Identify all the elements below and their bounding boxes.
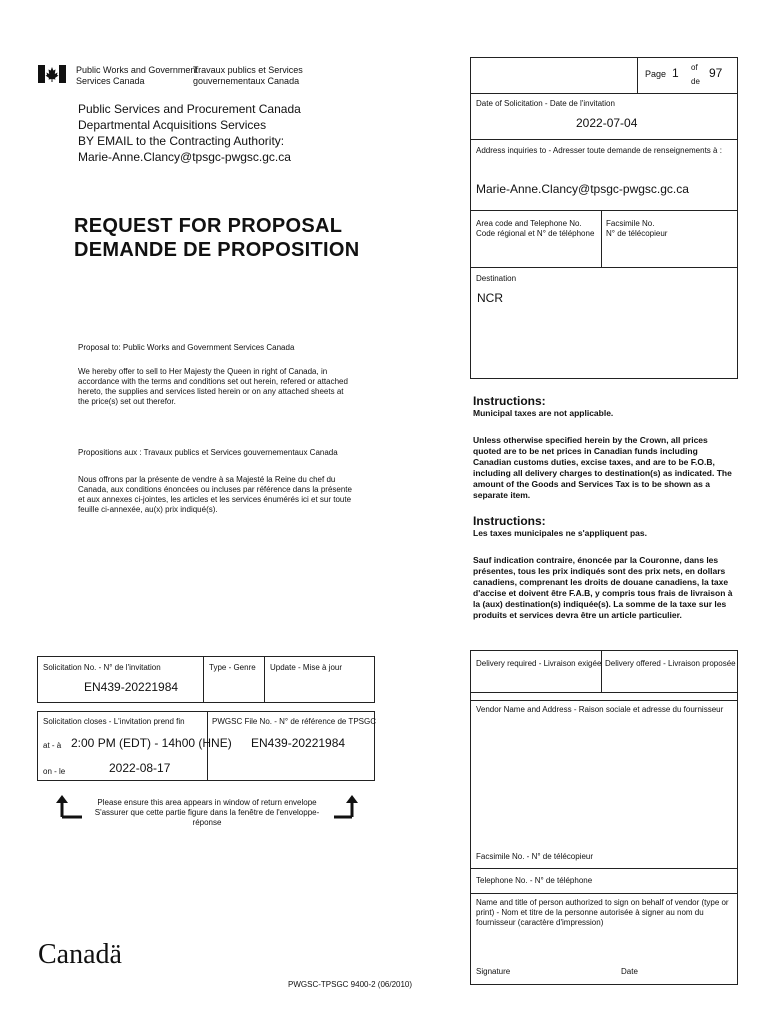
fax-label: Facsimile No. N° de télécopieur	[606, 219, 668, 238]
destination-label: Destination	[476, 274, 517, 283]
signature-label: Signature	[476, 967, 511, 976]
offer-text-en: We hereby offer to sell to Her Majesty the Queen in right of Canada, in accordance with the terms and conditions set out herein, refered or attached hereto, the supplies and services listed herein or on any attached sheets at the price(s) set out therefor.	[78, 367, 348, 406]
solicitation-date-value: 2022-07-04	[576, 116, 638, 130]
instructions-body-en: Unless otherwise specified herein by the Crown, all prices quoted are to be net prices in Canadian funds including Canadian customs duties, excise taxes, and are to be F.O.B, including all delivery charges to destination(s) as indicated. The amount of the Goods and Services Tax is to be shown as a separate item.	[473, 435, 732, 500]
type-label: Type - Genre	[209, 663, 256, 672]
instructions-line-fr: Les taxes municipales ne s'appliquent pas.	[473, 528, 647, 538]
file-no-label: PWGSC File No. - N° de référence de TPSGC	[212, 717, 376, 726]
dept-name-fr: Travaux publics et Services gouvernementaux Canada	[193, 65, 303, 86]
instructions-heading-en: Instructions:	[473, 394, 546, 408]
canada-wordmark: Canadä	[38, 939, 122, 970]
delivery-required-label: Delivery required - Livraison exigée	[476, 659, 602, 668]
solicitation-no-value: EN439-20221984	[84, 680, 179, 694]
inquiries-email: Marie-Anne.Clancy@tpsgc-pwgsc.gc.ca	[476, 182, 689, 196]
page-of-label: of	[691, 63, 698, 72]
proposal-to-en: Proposal to: Public Works and Government Services Canada	[78, 343, 295, 352]
on-label: on - le	[43, 767, 66, 776]
form-number: PWGSC-TPSGC 9400-2 (06/2010)	[288, 980, 413, 989]
closes-label: Solicitation closes - L'invitation prend fin	[43, 717, 185, 726]
delivery-offered-label: Delivery offered - Livraison proposée	[605, 659, 736, 668]
inquiries-label: Address inquiries to - Adresser toute demande de renseignements à :	[476, 146, 722, 155]
offer-text-fr: Nous offrons par la présente de vendre à sa Majesté la Reine du chef du Canada, aux conditions énoncées ou incluses par référence dans la présente et aux annexes ci-jointes, les articles et les services énumérés ici et sur toute feuille ci-annexée, au(x) prix indiqué(s).	[78, 475, 352, 514]
vendor-phone-label: Telephone No. - N° de téléphone	[476, 876, 593, 885]
vendor-name-label: Vendor Name and Address - Raison sociale et adresse du fournisseur	[476, 705, 724, 714]
page-number: 1	[672, 66, 679, 80]
solicitation-no-label: Solicitation No. - N° de l'invitation	[43, 663, 161, 672]
instructions-line-en: Municipal taxes are not applicable.	[473, 408, 614, 418]
solicitation-date-label: Date of Solicitation - Date de l'invitation	[476, 99, 615, 108]
closing-time: 2:00 PM (EDT) - 14h00 (HNE)	[71, 736, 232, 750]
page-label: Page	[645, 69, 667, 79]
corner-arrow-left-icon	[56, 793, 84, 819]
envelope-note: Please ensure this area appears in window of return envelope S'assurer que cette partie figure dans la fenêtre de l'enveloppe-réponse	[94, 798, 320, 827]
update-label: Update - Mise à jour	[270, 663, 343, 672]
page-title: REQUEST FOR PROPOSAL DEMANDE DE PROPOSITION	[74, 215, 360, 261]
authorized-person-label: Name and title of person authorized to sign on behalf of vendor (type or print) - Nom et titre de la personne autorisée à signer au nom du fournisseur (caractère d'impression)	[476, 898, 729, 927]
return-address: Public Services and Procurement Canada Departmental Acquisitions Services BY EMAIL to the Contracting Authority: Marie-Anne.Clancy@tpsgc-pwgsc.gc.ca	[78, 102, 301, 164]
instructions-body-fr: Sauf indication contraire, énoncée par la Couronne, dans les présentes, tous les prix indiqués sont des prix nets, en dollars canadiens, comprenant les droits de douane canadiens, la taxe d'accise et doivent être F.A.B, y compris tous frais de livraison à la (aux) destination(s) indiquée(s). La somme de la taxe sur les produits et services devra être un article particulier.	[473, 555, 733, 620]
file-no-value: EN439-20221984	[251, 736, 346, 750]
page-de-label: de	[691, 77, 700, 86]
proposal-to-fr: Propositions aux : Travaux publics et Services gouvernementaux Canada	[78, 448, 338, 457]
dept-name-en: Public Works and Government Services Canada	[76, 65, 198, 86]
instructions-heading-fr: Instructions:	[473, 514, 546, 528]
phone-label: Area code and Telephone No. Code régional et N° de téléphone	[476, 219, 595, 238]
at-label: at - à	[43, 741, 62, 750]
closing-date: 2022-08-17	[109, 761, 171, 775]
date-label: Date	[621, 967, 638, 976]
corner-arrow-right-icon	[332, 793, 360, 819]
vendor-fax-label: Facsimile No. - N° de télécopieur	[476, 852, 594, 861]
destination-value: NCR	[477, 291, 503, 305]
canada-flag-icon	[38, 65, 66, 83]
page-total: 97	[709, 66, 723, 80]
